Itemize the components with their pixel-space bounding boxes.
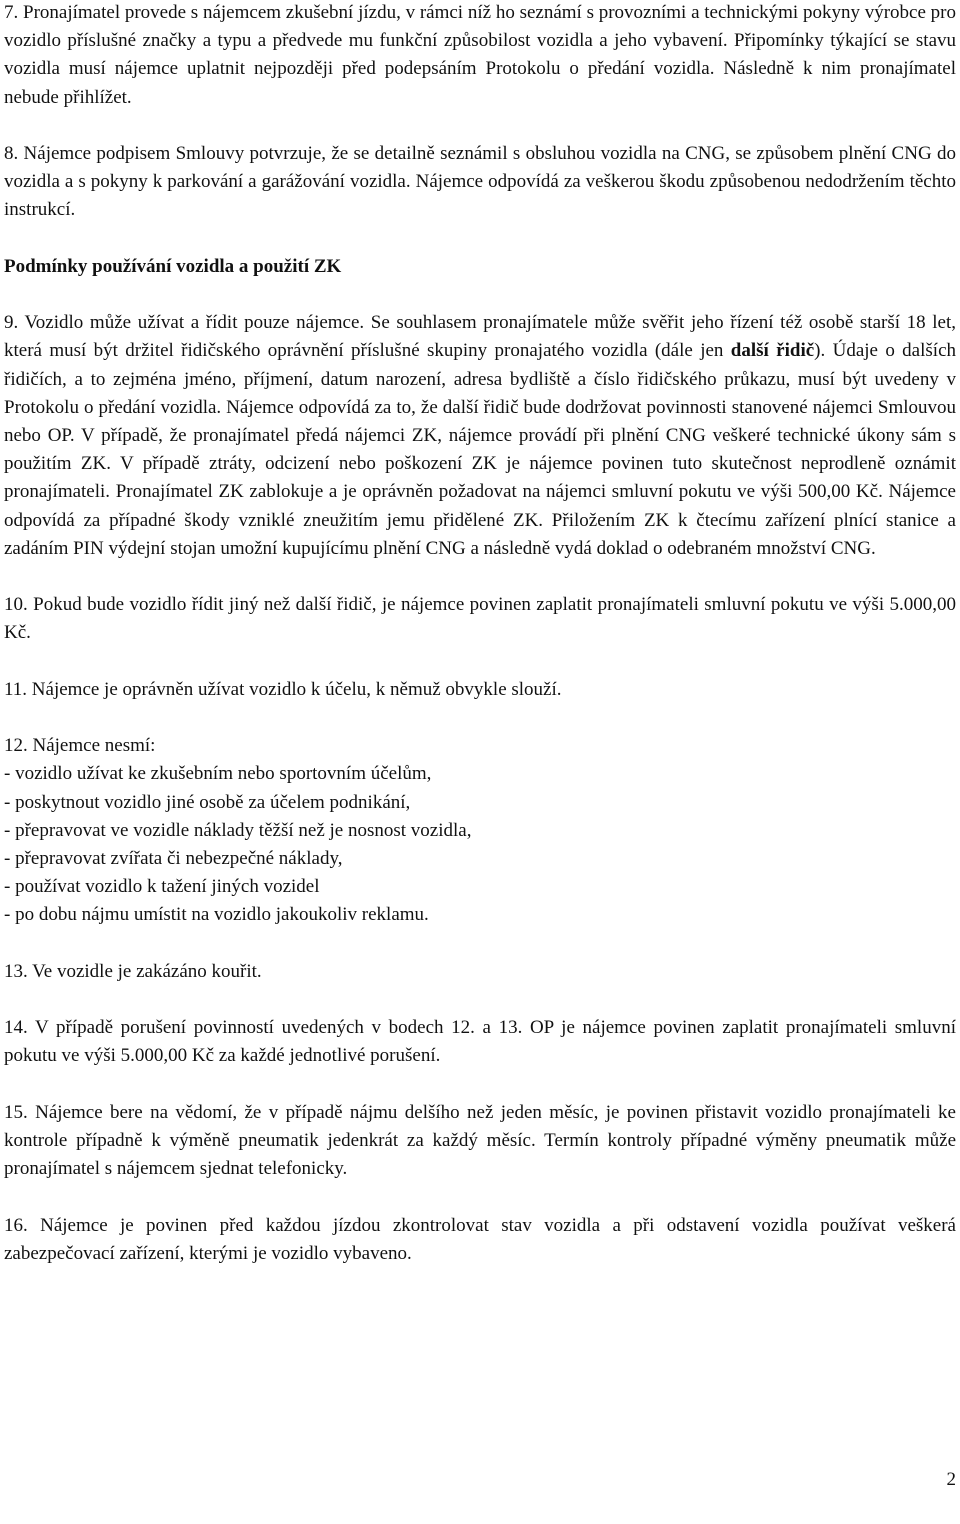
list-item: - vozidlo užívat ke zkušebním nebo sportovním účelům, [4, 763, 432, 785]
list-item: - používat vozidlo k tažení jiných vozidel [4, 876, 320, 898]
list-item: - přepravovat ve vozidle náklady těžší než je nosnost vozidla, [4, 819, 472, 841]
paragraph-9-text-end: ). Údaje o dalších řidičích, a to zejména jméno, příjmení, datum narození, adresa bydliště a číslo řidičského průkazu, musí být uvedeny v Protokolu o předání vozidla. Nájemce odpovídá za to, že další řidič bude dodržovat povinnosti stanovené nájemci Smlouvou nebo OP. V případě, že pronajímatel předá nájemci ZK, nájemce provádí při plnění CNG veškeré technické úkony sám s použitím ZK. V případě ztráty, odcizení nebo poškození ZK je nájemce povinen tuto skutečnost neprodleně oznámit pronajímateli. Pronajímatel ZK zablokuje a je oprávněn požadovat na nájemci smluvní pokutu ve výši 500,00 Kč. Nájemce odpovídá za případné škody vzniklé zneužitím jemu přidělené ZK. Přiložením ZK k čtecímu zařízení plnící stanice a zadáním PIN výdejní stojan umožní kupujícímu plnění CNG a následně vydá doklad o odebraném množství CNG. [4, 340, 957, 559]
paragraph-12-intro: 12. Nájemce nesmí: [4, 735, 156, 757]
paragraph-9-bold-term: další řidič [730, 340, 815, 362]
paragraph-7: 7. Pronajímatel provede s nájemcem zkušební jízdu, v rámci níž ho seznámí s provozními a technickými pokyny výrobce pro vozidlo příslušné značky a typu a předvede mu funkční způsobilost vozidla a jeho vybavení. Připomínky týkající se stavu vozidla musí nájemce uplatnit nejpozději před podepsáním Protokolu o předání vozidla. Následně k nim pronajímatel nebude přihlížet. [4, 2, 956, 108]
paragraph-15: 15. Nájemce bere na vědomí, že v případě nájmu delšího než jeden měsíc, je povinen přistavit vozidlo pronajímateli ke kontrole případně k výměně pneumatik jedenkrát za každý měsíc. Termín kontroly případné výměny pneumatik může pronajímatel s nájemcem sjednat telefonicky. [4, 1101, 956, 1180]
paragraph-9-text-start: 9. Vozidlo může užívat a řídit pouze nájemce. Se souhlasem pronajímatele může svěřit jeho řízení též osobě starší 18 let, která musí být držitel řidičského oprávnění příslušné skupiny pronajatého vozidla (dále jen [4, 312, 956, 362]
paragraph-11: 11. Nájemce je oprávněn užívat vozidlo k účelu, k němuž obvykle slouží. [4, 678, 562, 700]
list-item: - poskytnout vozidlo jiné osobě za účelem podnikání, [4, 791, 411, 813]
paragraph-12-list [4, 760, 956, 929]
paragraph-8: 8. Nájemce podpisem Smlouvy potvrzuje, že se detailně seznámil s obsluhou vozidla na CNG, se způsobem plnění CNG do vozidla a s pokyny k parkování a garážování vozidla. Nájemce odpovídá za veškerou škodu způsobenou nedodržením těchto instrukcí. [4, 143, 956, 221]
page-number: 2 [946, 1469, 956, 1490]
document-page [4, 0, 956, 1296]
list-item: - po dobu nájmu umístit na vozidlo jakoukoliv reklamu. [4, 904, 429, 926]
paragraph-13: 13. Ve vozidle je zakázáno kouřit. [4, 960, 262, 982]
paragraph-16: 16. Nájemce je povinen před každou jízdou zkontrolovat stav vozidla a při odstavení vozidla používat veškerá zabezpečovací zařízení, kterými je vozidlo vybaveno. [4, 1214, 956, 1264]
paragraph-9 [4, 309, 956, 563]
list-item: - přepravovat zvířata či nebezpečné náklady, [4, 848, 343, 869]
section-heading: Podmínky používání vozidla a použití ZK [4, 255, 342, 277]
paragraph-10: 10. Pokud bude vozidlo řídit jiný než další řidič, je nájemce povinen zaplatit pronajímateli smluvní pokutu ve výši 5.000,00 Kč. [4, 594, 956, 644]
paragraph-14: 14. V případě porušení povinností uvedených v bodech 12. a 13. OP je nájemce povinen zaplatit pronajímateli smluvní pokutu ve výši 5.000,00 Kč za každé jednotlivé porušení. [4, 1017, 956, 1067]
